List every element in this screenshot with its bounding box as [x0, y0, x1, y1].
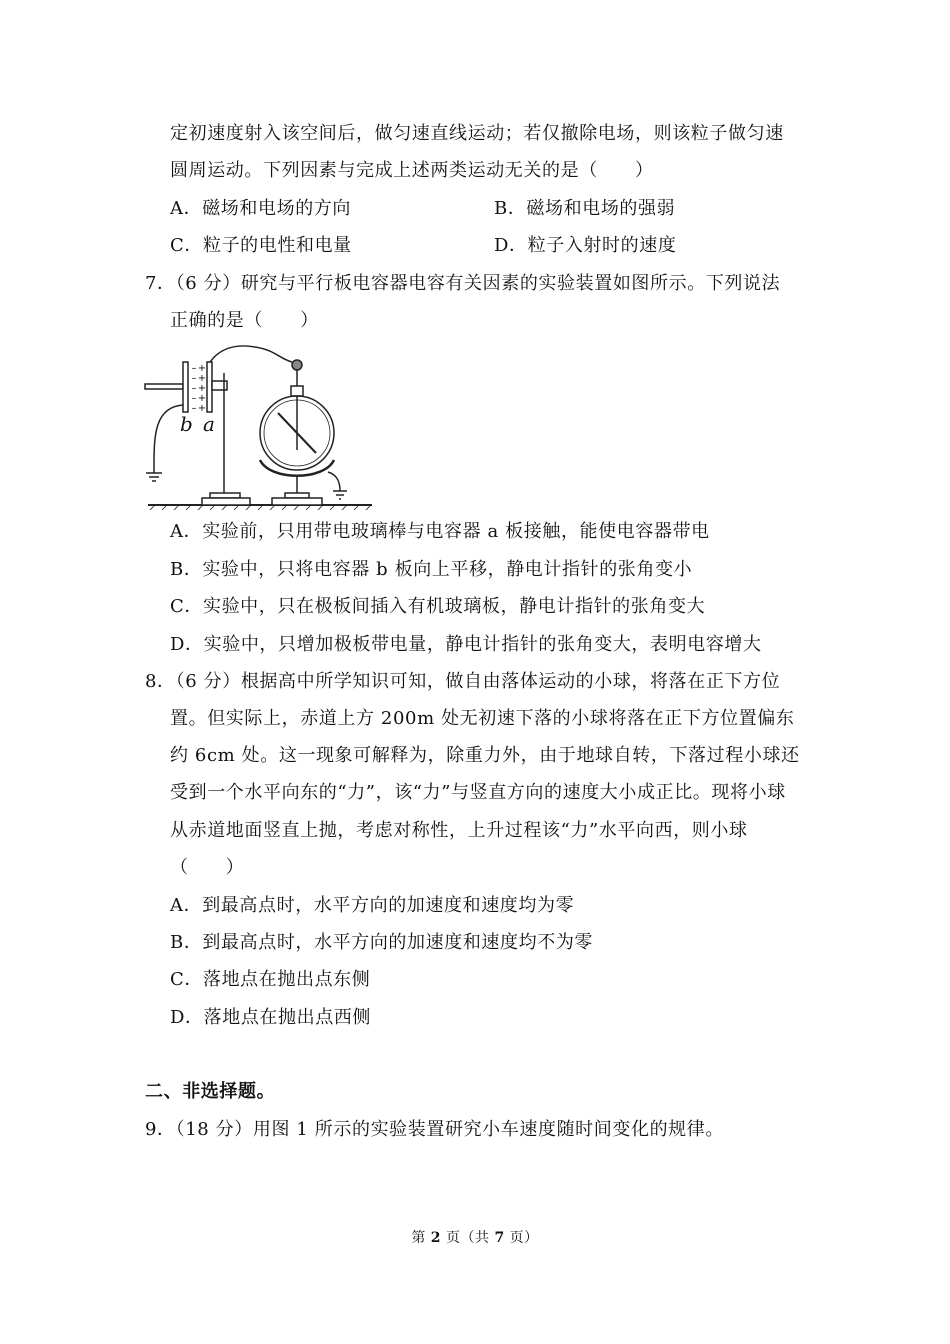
q8-option-c: C．落地点在抛出点东侧: [170, 969, 371, 990]
minus-sign: –: [191, 383, 197, 394]
q8-stem-line-5: 从赤道地面竖直上抛，考虑对称性，上升过程该“力”水平向西，则小球: [170, 820, 748, 841]
section-heading: 二、非选择题。: [145, 1081, 276, 1102]
q7-stem-line-1: 7．（6 分）研究与平行板电容器电容有关因素的实验装置如图所示。下列说法: [145, 273, 781, 294]
minus-sign: –: [191, 403, 197, 414]
q8-option-d: D．落地点在抛出点西侧: [170, 1007, 372, 1028]
q6-option-d: D．粒子入射时的速度: [494, 235, 677, 256]
page-footer: [0, 1227, 950, 1247]
q8-option-b: B．到最高点时，水平方向的加速度和速度均不为零: [170, 932, 594, 953]
connecting-wire: [210, 346, 292, 362]
q7-option-b: B．实验中，只将电容器 b 板向上平移，静电计指针的张角变小: [170, 559, 693, 580]
q8-stem-line-6: （ ）: [170, 857, 245, 878]
plate-b-label: b: [180, 412, 193, 436]
q9-stem-line-1: 9．（18 分）用图 1 所示的实验装置研究小车速度随时间变化的规律。: [145, 1119, 724, 1140]
q6-option-a: A．磁场和电场的方向: [170, 198, 351, 219]
q8-stem-line-2: 置。但实际上，赤道上方 200m 处无初速下落的小球将落在正下方位置偏东: [170, 708, 795, 729]
footer-prefix: 第: [411, 1230, 431, 1246]
q8-stem-line-3: 约 6cm 处。这一现象可解释为，除重力外，由于地球自转，下落过程小球还: [170, 745, 800, 766]
capacitor-electroscope-figure: [140, 345, 375, 510]
plus-sign: +: [197, 373, 207, 384]
electroscope-insulator: [291, 386, 303, 396]
q7-option-c: C．实验中，只在极板间插入有机玻璃板，静电计指针的张角变大: [170, 596, 706, 617]
ground-wire-electroscope: [328, 472, 340, 491]
plate-a-label: a: [203, 412, 215, 436]
insulating-rod: [145, 384, 183, 389]
total-pages: 7: [494, 1230, 505, 1246]
q6-option-c: C．粒子的电性和电量: [170, 235, 352, 256]
plus-sign: +: [197, 393, 207, 404]
ground-wire-b: [154, 405, 183, 465]
q7-option-d: D．实验中，只增加极板带电量，静电计指针的张角变大，表明电容增大: [170, 634, 762, 655]
minus-sign: –: [191, 373, 197, 384]
q6-text-line-2: 圆周运动。下列因素与完成上述两类运动无关的是（ ）: [170, 160, 654, 181]
stand-base: [202, 498, 250, 505]
minus-sign: –: [191, 393, 197, 404]
footer-middle: 页（共: [441, 1230, 495, 1246]
q6-option-b: B．磁场和电场的强弱: [494, 198, 676, 219]
plus-sign: +: [197, 363, 207, 374]
electroscope-base: [272, 498, 322, 505]
q8-stem-line-4: 受到一个水平向东的“力”，该“力”与竖直方向的速度大小成正比。现将小球: [170, 782, 786, 803]
footer-suffix: 页）: [504, 1230, 539, 1246]
ground-symbol-left-icon: [146, 473, 162, 481]
q7-option-a: A．实验前，只用带电玻璃棒与电容器 a 板接触，能使电容器带电: [170, 521, 710, 542]
electroscope-knob: [292, 360, 302, 370]
q8-option-a: A．到最高点时，水平方向的加速度和速度均为零: [170, 895, 575, 916]
ground-symbol-right-icon: [333, 491, 347, 499]
q7-stem-line-2: 正确的是（ ）: [170, 310, 319, 331]
electroscope-support: [260, 460, 334, 476]
plus-sign: +: [197, 403, 207, 414]
q6-text-line-1: 定初速度射入该空间后，做匀速直线运动；若仅撤除电场，则该粒子做匀速: [170, 123, 784, 144]
plus-sign: +: [197, 383, 207, 394]
q8-stem-line-1: 8．（6 分）根据高中所学知识可知，做自由落体运动的小球，将落在正下方位: [145, 671, 781, 692]
plate-b: [183, 362, 188, 412]
page-number: 2: [430, 1230, 442, 1246]
minus-sign: –: [191, 363, 197, 374]
